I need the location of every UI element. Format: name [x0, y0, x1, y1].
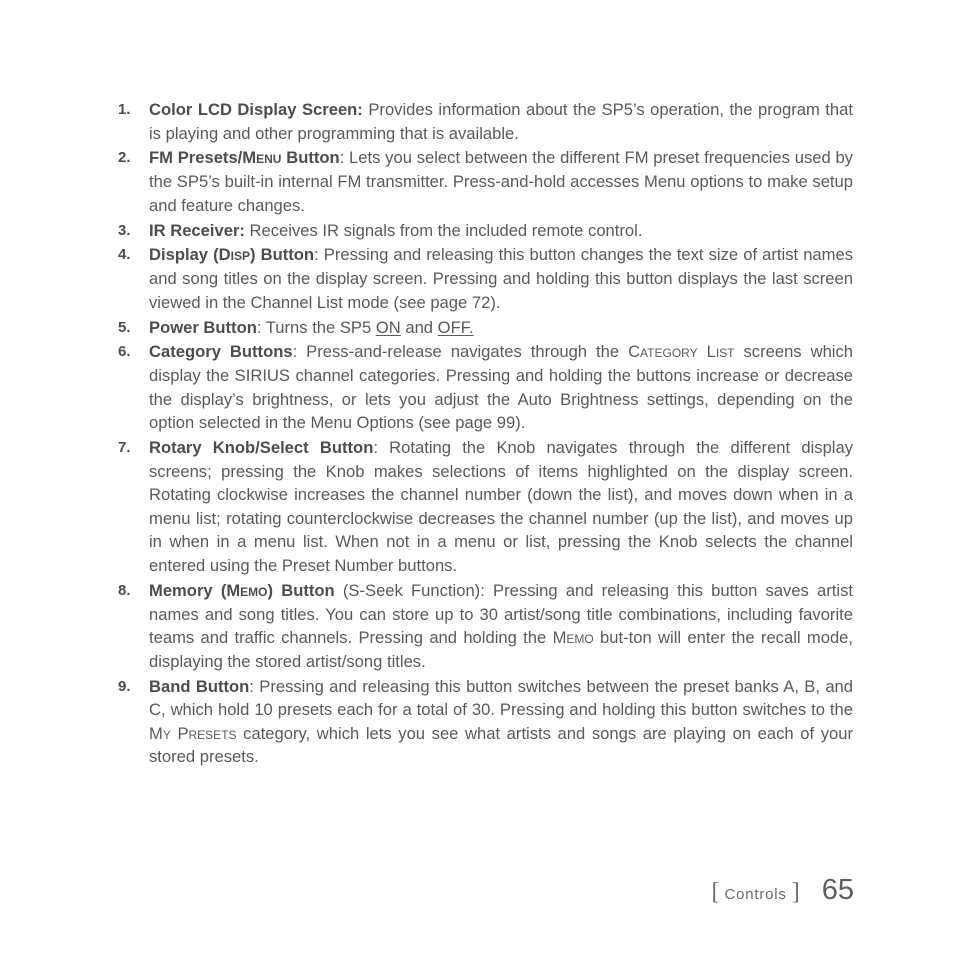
list-item: [118, 219, 853, 243]
item-description: Receives IR signals from the included remote control.: [244, 220, 643, 240]
smallcaps-term: My Presets: [149, 723, 237, 743]
item-title: Color LCD Display Screen:: [149, 100, 363, 119]
list-item: [118, 675, 853, 769]
item-title: Category Buttons: [149, 342, 293, 362]
list-item: [118, 243, 853, 314]
item-title: IR Receiver:: [149, 220, 245, 240]
bracket-close: ]: [791, 879, 800, 905]
smallcaps-term: Category List: [628, 342, 735, 362]
item-title-part: ) Button: [267, 580, 335, 600]
item-description: Provides information about the SP5’s operation, the program that is playing and other programming that is available.: [149, 100, 853, 143]
item-title-part: FM Presets/: [149, 148, 243, 168]
item-description: : Pressing and releasing this button switches between the preset banks A, B, and C, which hold 10 presets each for a total of 30. Pressing and holding this button switches to the: [149, 676, 854, 720]
item-number: 6.: [118, 343, 131, 361]
item-description: screens which display the SIRIUS channel categories. Pressing and holding the buttons increase or decrease the display’s brightness, or lets you adjust the Auto Brightness settings, depending on the option selected in the Menu Options (see page 99).: [149, 342, 854, 433]
item-title-part: Memory (: [149, 580, 227, 600]
item-description: and: [400, 317, 438, 337]
item-title: [149, 245, 314, 264]
list-item: [118, 579, 853, 673]
item-number: 7.: [118, 439, 131, 457]
on-term: ON: [375, 317, 401, 337]
list-item: [118, 316, 853, 340]
page-number: 65: [821, 874, 854, 906]
item-description: : Turns the SP5: [256, 317, 376, 337]
item-description: : Lets you select between the different FM preset frequencies used by the SP5’s built-in internal FM transmitter. Press-and-hold accesses Menu options to make setup and feature changes.: [149, 148, 853, 215]
item-title-smallcaps: Disp: [218, 245, 250, 265]
item-description: : Pressing and releasing this button changes the text size of artist names and song titles on the display screen. Pressing and holding this button displays the last screen viewed in the Channel List mode (see page 72).: [149, 245, 854, 312]
item-number: 2.: [118, 149, 131, 167]
controls-list: [118, 98, 853, 770]
section-label: Controls: [724, 886, 787, 903]
bracket-open: [: [711, 879, 720, 905]
item-title-part: ) Button: [249, 245, 315, 265]
item-title: [149, 148, 340, 167]
item-title: [149, 581, 335, 600]
off-term: OFF.: [437, 317, 474, 337]
item-number: 3.: [118, 221, 131, 239]
item-title-part: Display (: [149, 245, 219, 265]
list-item: [118, 436, 853, 578]
page-footer: [711, 874, 854, 907]
list-item: [118, 146, 853, 217]
item-number: 4.: [118, 246, 131, 264]
item-title: Band Button: [149, 676, 250, 696]
item-title-smallcaps: Memo: [226, 580, 268, 600]
item-number: 9.: [118, 677, 131, 695]
item-description: : Rotating the Knob navigates through the different display screens; pressing the Knob makes selections of items highlighted on the display screen. Rotating clockwise increases the channel number (down the list), and moves down when in a menu list; rotating counterclockwise decreases the channel number (up the list), and moves up in when in a menu list. When not in a menu or list, pressing the Knob selects the channel entered using the Preset Number buttons.: [149, 438, 854, 576]
item-number: 8.: [118, 581, 131, 599]
item-title: Power Button: [149, 317, 257, 337]
item-number: 5.: [118, 318, 131, 336]
smallcaps-term: Memo: [552, 628, 594, 648]
item-title: Rotary Knob/Select Button: [149, 438, 374, 458]
item-description: (S-Seek Function): Pressing and releasing this button saves artist names and song titles. You can store up to 30 artist/song title combinations, including favorite teams and traffic channels. Pressing and holding the: [149, 580, 853, 648]
item-description: but-ton will enter the recall mode, displaying the stored artist/song titles.: [149, 628, 854, 671]
item-description: : Press-and-release navigates through the: [292, 342, 629, 362]
list-item: [118, 340, 853, 434]
item-number: 1.: [118, 101, 131, 118]
item-description: category, which lets you see what artists and songs are playing on each of your stored presets.: [149, 723, 853, 767]
list-item: [118, 98, 853, 145]
item-title-part: Button: [281, 148, 340, 168]
item-title-smallcaps: Menu: [242, 148, 282, 168]
